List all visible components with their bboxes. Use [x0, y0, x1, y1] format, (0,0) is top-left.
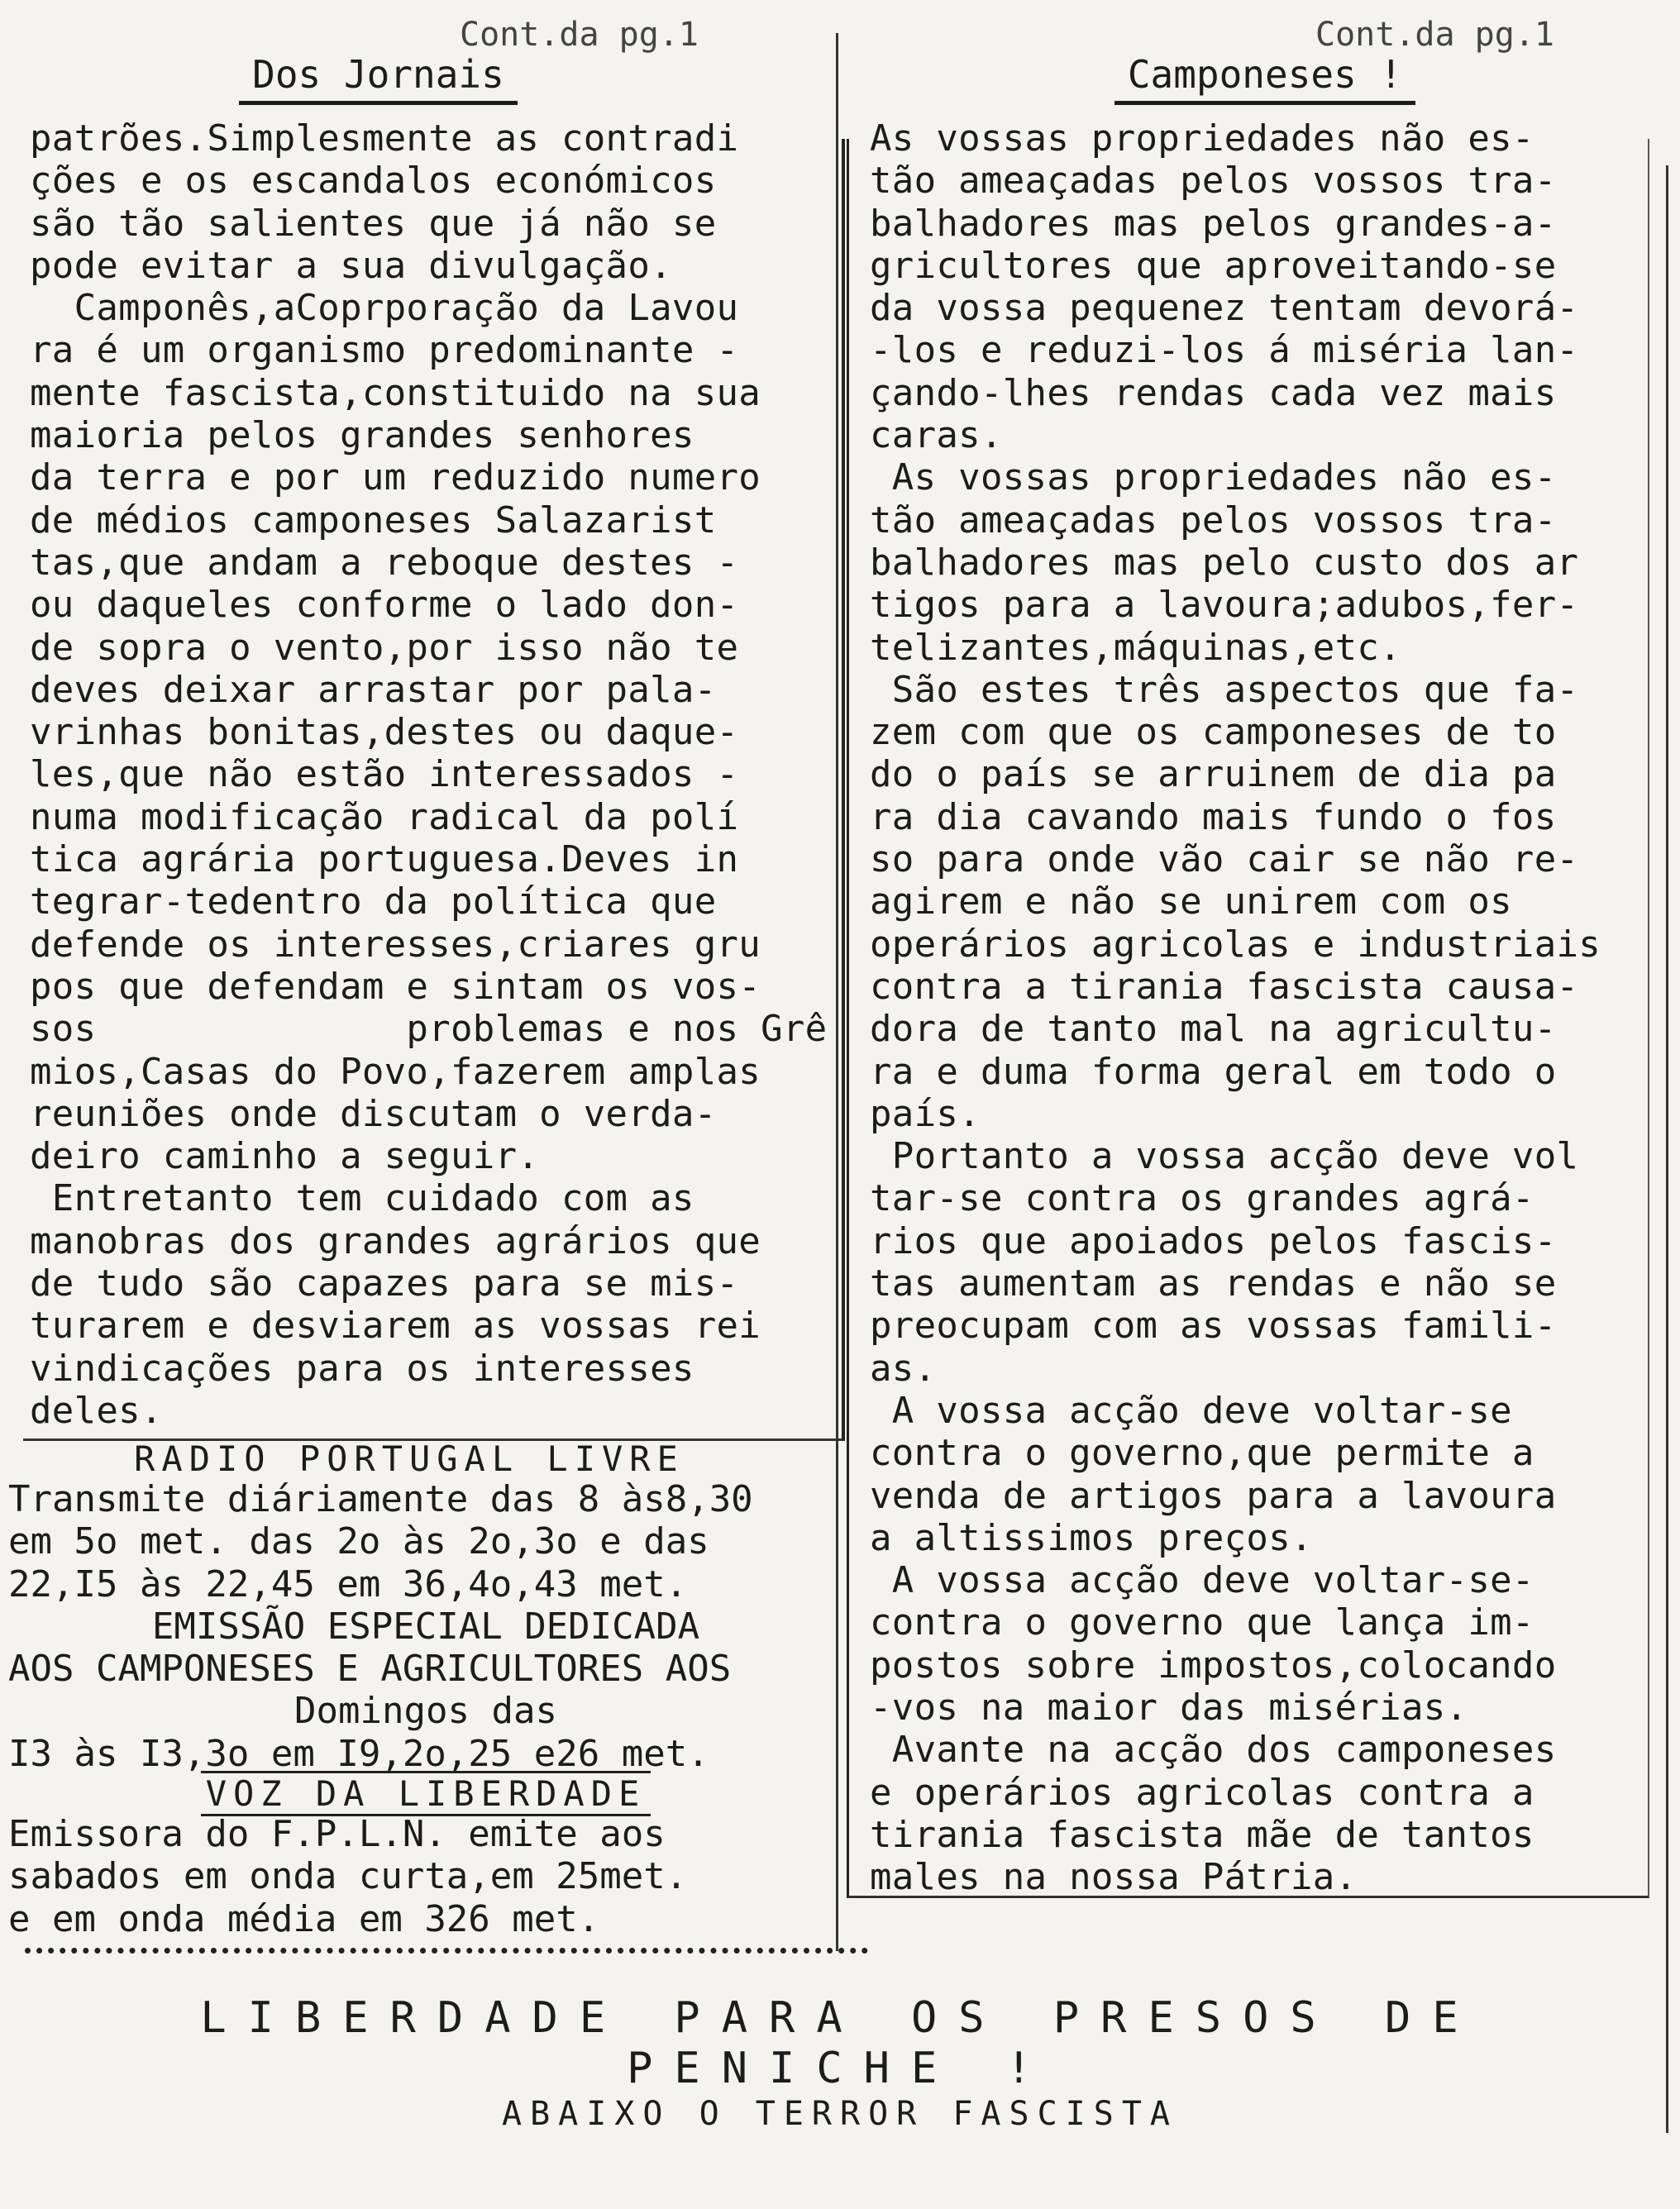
special-emission-line: AOS CAMPONESES E AGRICULTORES AOS — [8, 1648, 732, 1691]
special-emission-line: EMISSÃO ESPECIAL DEDICADA — [151, 1605, 700, 1648]
left-column — [25, 17, 839, 1432]
voz-title-text: VOZ DA LIBERDADE — [201, 1771, 651, 1816]
radio-title: RADIO PORTUGAL LIVRE — [134, 1438, 685, 1479]
slogan-line: LIBERDADE PARA OS PRESOS DE — [200, 1993, 1480, 2043]
radio-line: Transmite diáriamente das 8 às8,30 — [8, 1478, 753, 1520]
voz-line: e em onda média em 326 met. — [8, 1897, 600, 1940]
slogan-line: ABAIXO O TERROR FASCISTA — [502, 2095, 1178, 2133]
column-title — [852, 53, 1662, 99]
footer-slogans — [0, 1992, 1680, 2135]
special-emission-line: Domingos das — [294, 1690, 557, 1733]
continuation-note: Cont.da pg.1 — [1315, 16, 1554, 54]
column-title — [25, 53, 839, 99]
article-body: As vossas propriedades não es- tão ameaçadas pelos vossos tra- balhadores mas pelos grandes-a- gricultores que aproveitando-se da vossa pequenez tentam devorá- -los e reduzi-los á miséria lan- çando-lhes rendas cada vez mais caras. As vossas propriedades não es- tão ameaçadas pelos vossos tra- balhadores mas pelo custo dos ar tigos para a lavoura;adubos,fer- telizantes,máquinas,etc. São estes três aspectos que fa- zem com que os camponeses de to do o país se arruinem de dia pa ra dia cavando mais fundo o fos so para onde vão cair se não re- agirem e não se unirem com os operários agricolas e industriais contra a tirania fascista causa- dora de tanto mal na agricultu- ra e duma forma geral em todo o país. Portanto a vossa acção deve vol tar-se contra os grandes agrá- rios que apoiados pelos fascis- tas aumentam as rendas e não se preocupam com as vossas famili- as. A vossa acção deve voltar-se contra o governo,que permite a venda de artigos para a lavoura a altissimos preços. A vossa acção deve voltar-se- contra o governo que lança im- postos sobre impostos,colocando -vos na maior das misérias. Avante na acção dos camponeses e operários agricolas contra a tirania fascista mãe de tantos males na nossa Pátria. — [870, 117, 1601, 1899]
voz-line: sabados em onda curta,em 25met. — [8, 1855, 688, 1898]
column-title-text: Camponeses ! — [1114, 53, 1415, 105]
special-emission-line: I3 às I3,3o em I9,2o,25 e26 met. — [8, 1732, 709, 1775]
radio-line: em 5o met. das 2o às 2o,3o e das — [8, 1520, 709, 1563]
right-column — [852, 17, 1662, 1898]
article-body: patrões.Simplesmente as contradi ções e os escandalos económicos são tão salientes que já não se pode evitar a sua divulgação. Camponês,aCoprporação da Lavou ra é um organismo predominante - mente fascista,constituido na sua maioria pelos grandes senhores da terra e por um reduzido numero de médios camponeses Salazarist tas,que andam a reboque destes - ou daqueles conforme o lado don- de sopra o vento,por isso não te deves deixar arrastar por pala- vrinhas bonitas,destes ou daque- les,que não estão interessados - numa modificação radical da polí tica agrária portuguesa.Deves in tegrar-tedentro da política que defende os interesses,criares gru pos que defendam e sintam os vos- sos problemas e nos Grê mios,Casas do Povo,fazerem amplas reuniões onde discutam o verda- deiro caminho a seguir. Entretanto tem cuidado com as manobras dos grandes agrários que de tudo são capazes para se mis- turarem e desviarem as vossas rei vindicações para os interesses deles. — [30, 117, 828, 1432]
radio-schedule — [8, 1440, 843, 1940]
radio-line: 22,I5 às 22,45 em 36,4o,43 met. — [8, 1563, 688, 1605]
column-title-text: Dos Jornais — [239, 53, 518, 105]
dotted-rule — [25, 1948, 868, 1954]
continuation-note: Cont.da pg.1 — [460, 16, 699, 54]
right-margin-line — [1666, 165, 1668, 2133]
slogan-line: PENICHE ! — [627, 2044, 1053, 2093]
voz-title — [8, 1775, 843, 1813]
voz-line: Emissora do F.P.L.N. emite aos — [8, 1813, 666, 1856]
